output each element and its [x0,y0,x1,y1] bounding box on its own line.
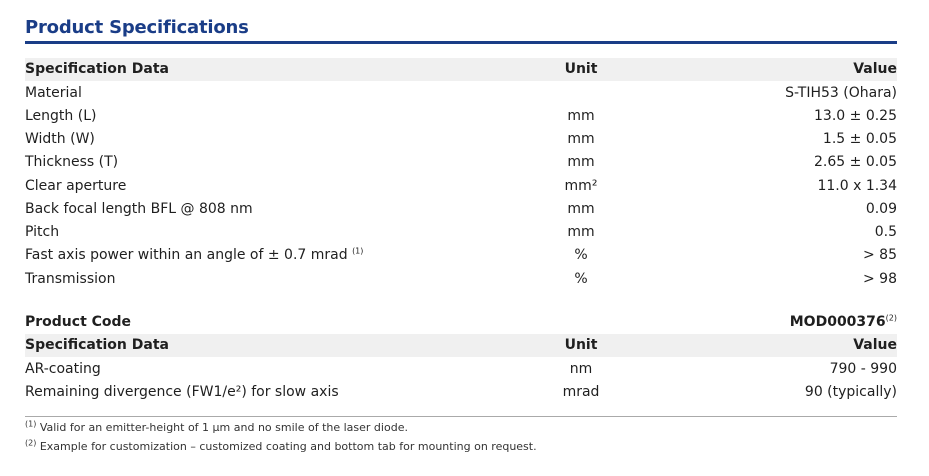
row-spec: Transmission [25,271,116,287]
footnote-text: Example for customization – customized coating and bottom tab for mounting on request. [39,440,537,453]
row-unit: mm [567,224,595,240]
row-unit: nm [569,361,593,377]
row-unit: mm [567,201,595,217]
row-spec: AR-coating [25,361,101,377]
footnote-divider [25,416,897,417]
row-value: 11.0 x 1.34 [817,178,897,194]
product-code-label: Product Code [25,314,132,330]
table-row [25,82,897,105]
row-value: 0.5 [874,224,897,240]
table2-header [25,334,897,357]
row-unit: mm [567,154,595,170]
row-spec [25,244,363,267]
footnote-ref: (2) [885,313,897,323]
row-value: S-TIH53 (Ohara) [785,85,897,101]
footnote-1 [25,421,408,434]
row-value: 90 (typically) [804,384,897,400]
row-value: > 85 [863,247,897,263]
header-value: Value [853,61,897,77]
row-spec: Material [25,85,82,101]
row-unit: % [574,247,588,263]
row-unit: % [574,271,588,287]
title-underline [25,41,897,44]
table-row [25,105,897,128]
footnote-2 [25,440,537,453]
footnote-text: Valid for an emitter-height of 1 µm and no smile of the laser diode. [39,421,408,434]
row-value: 1.5 ± 0.05 [822,131,897,147]
row-unit: mm [567,131,595,147]
row-spec: Length (L) [25,108,97,124]
row-value: 790 - 990 [829,361,897,377]
row-spec: Width (W) [25,131,95,147]
product-code-text: MOD000376 [789,314,886,330]
header-spec: Specification Data [25,337,169,353]
table-row [25,381,897,404]
row-unit: mm [567,108,595,124]
row-spec: Back focal length BFL @ 808 nm [25,201,253,217]
table-row [25,244,897,267]
product-code-row [25,311,897,334]
table-row [25,358,897,381]
row-value: > 98 [863,271,897,287]
row-value: 2.65 ± 0.05 [814,154,897,170]
header-unit: Unit [564,337,598,353]
table-row [25,198,897,221]
row-spec: Thickness (T) [25,154,119,170]
row-value: 13.0 ± 0.25 [814,108,897,124]
row-spec: Pitch [25,224,60,240]
row-value: 0.09 [865,201,897,217]
header-spec: Specification Data [25,61,169,77]
footnote-mark: (1) [25,419,37,429]
header-unit: Unit [564,61,598,77]
table-row [25,221,897,244]
product-code-value [790,311,897,334]
row-spec: Remaining divergence (FW1/e²) for slow axis [25,384,339,400]
row-unit: mrad [562,384,600,400]
table-row [25,175,897,198]
row-spec-text: Fast axis power within an angle of ± 0.7 mrad [25,247,348,263]
row-unit: mm² [564,178,598,194]
page-title: Product Specifications [25,17,249,38]
row-spec: Clear aperture [25,178,127,194]
header-value: Value [853,337,897,353]
table-row [25,128,897,151]
table-row [25,151,897,174]
footnote-ref: (1) [352,246,364,256]
table-row [25,268,897,291]
table1-header [25,58,897,81]
footnote-mark: (2) [25,438,37,448]
